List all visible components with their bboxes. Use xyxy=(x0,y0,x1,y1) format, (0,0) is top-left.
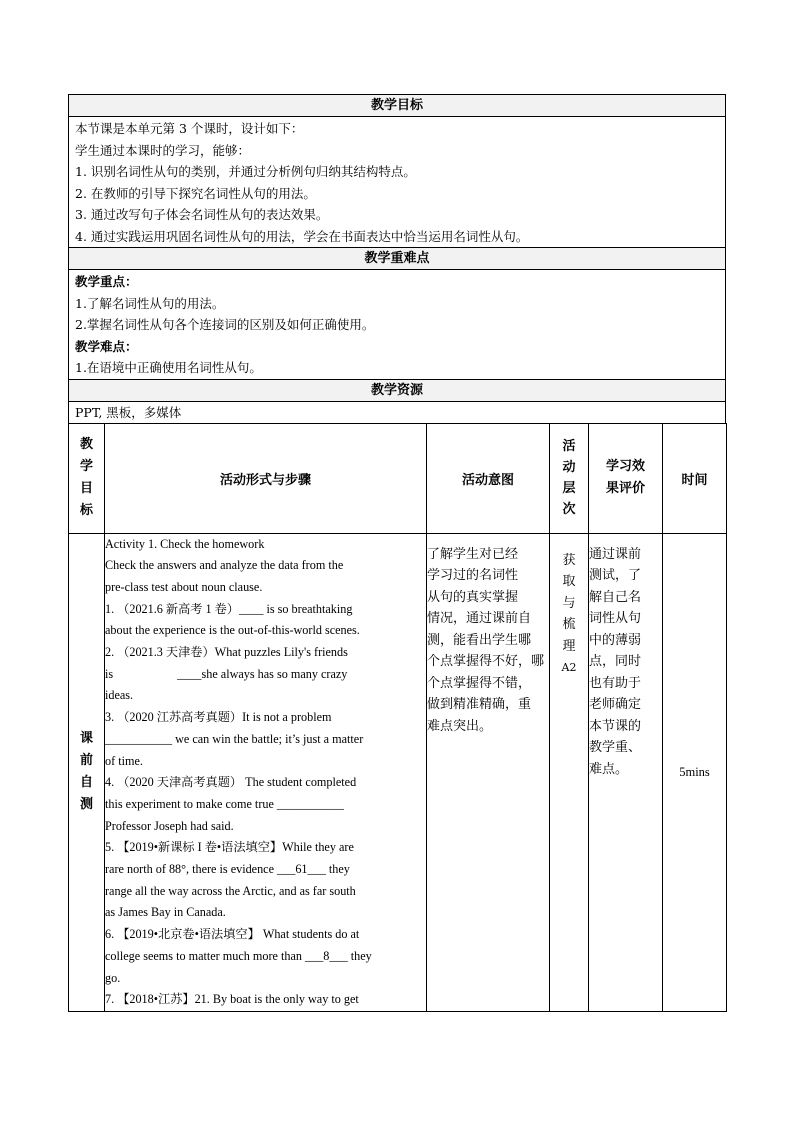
difficulty-title: 教学难点： xyxy=(75,338,138,354)
row-level: 获 取 与 梳 理 A2 xyxy=(550,533,589,1011)
row-intent: 了解学生对已经 学习过的名词性 从句的真实掌握 情况，通过课前自 测，能看出学生哪 个点掌握得不好，哪 个点掌握得不错， 做到精准精确，重 难点突出。 xyxy=(427,533,550,1011)
col-header-level: 活 动 层 次 xyxy=(550,423,589,533)
col-header-intent: 活动意图 xyxy=(427,423,550,533)
objective-line: 4. 通过实践运用巩固名词性从句的用法，学会在书面表达中恰当运用名词性从句。 xyxy=(75,228,529,244)
resources-header: 教学资源 xyxy=(68,379,726,401)
focus-line: 2.掌握名词性从句各个连接词的区别及如何正确使用。 xyxy=(75,317,375,332)
objectives-header: 教学目标 xyxy=(68,94,726,116)
resources-body xyxy=(68,401,726,423)
lesson-plan xyxy=(68,94,726,1012)
focus-line: 1.了解名词性从句的用法。 xyxy=(75,295,225,311)
table-header-row xyxy=(69,423,727,533)
activity-table xyxy=(68,423,727,1012)
row-steps: Activity 1. Check the homework Check the answers and analyze the data from the pre-class test about noun clause. 1. （2021.6 新高考 1 卷）____ is so breathtaking about the experience is the out-of-this-world scenes. 2. （2021.3 天津卷）What puzzles Lily's friends is ____she always has so many crazy ideas. 3. （2020 江苏高考真题）It is not a problem ___________ we can win the battle; it’s just a matter of time. 4. （2020 天津高考真题） The student completed this experiment to make come true ___________ Professor Joseph had said. 5. 【2019•新课标 I 卷•语法填空】While they are rare north of 88°, there is evidence ___61___ they range all the way across the Arctic, and as far south as James Bay in Canada. 6. 【2019•北京卷•语法填空】 What students do at college seems to matter much more than ___8___ they go. 7. 【2018•江苏】21. By boat is the only way to get xyxy=(105,533,427,1011)
objective-line: 1. 识别名词性从句的类别，并通过分析例句归纳其结构特点。 xyxy=(75,164,416,179)
focus-title: 教学重点： xyxy=(75,274,138,289)
objective-line: 3. 通过改写句子体会名词性从句的表达效果。 xyxy=(75,207,329,222)
row-eval: 通过课前 测试，了 解自己名 词性从句 中的薄弱 点，同时 也有助于 老师确定 本节课的 教学重、 难点。 xyxy=(589,533,663,1011)
objective-line: 学生通过本课时的学习，能够： xyxy=(75,142,251,158)
resources-text: PPT, 黑板，多媒体 xyxy=(75,404,182,420)
objectives-body xyxy=(68,116,726,247)
col-header-goal: 教 学 目 标 xyxy=(69,423,105,533)
table-row xyxy=(69,533,727,1011)
col-header-eval: 学习效 果评价 xyxy=(589,423,663,533)
row-goal: 课 前 自 测 xyxy=(69,533,105,1011)
keypoints-header: 教学重难点 xyxy=(68,247,726,269)
difficulty-line: 1.在语境中正确使用名词性从句。 xyxy=(75,360,262,375)
row-time: 5mins xyxy=(663,533,727,1011)
col-header-steps: 活动形式与步骤 xyxy=(105,423,427,533)
keypoints-body xyxy=(68,269,726,379)
objective-line: 2. 在教师的引导下探究名词性从句的用法。 xyxy=(75,185,316,201)
col-header-time: 时间 xyxy=(663,423,727,533)
objective-line: 本节课是本单元第 3 个课时，设计如下： xyxy=(75,121,304,136)
